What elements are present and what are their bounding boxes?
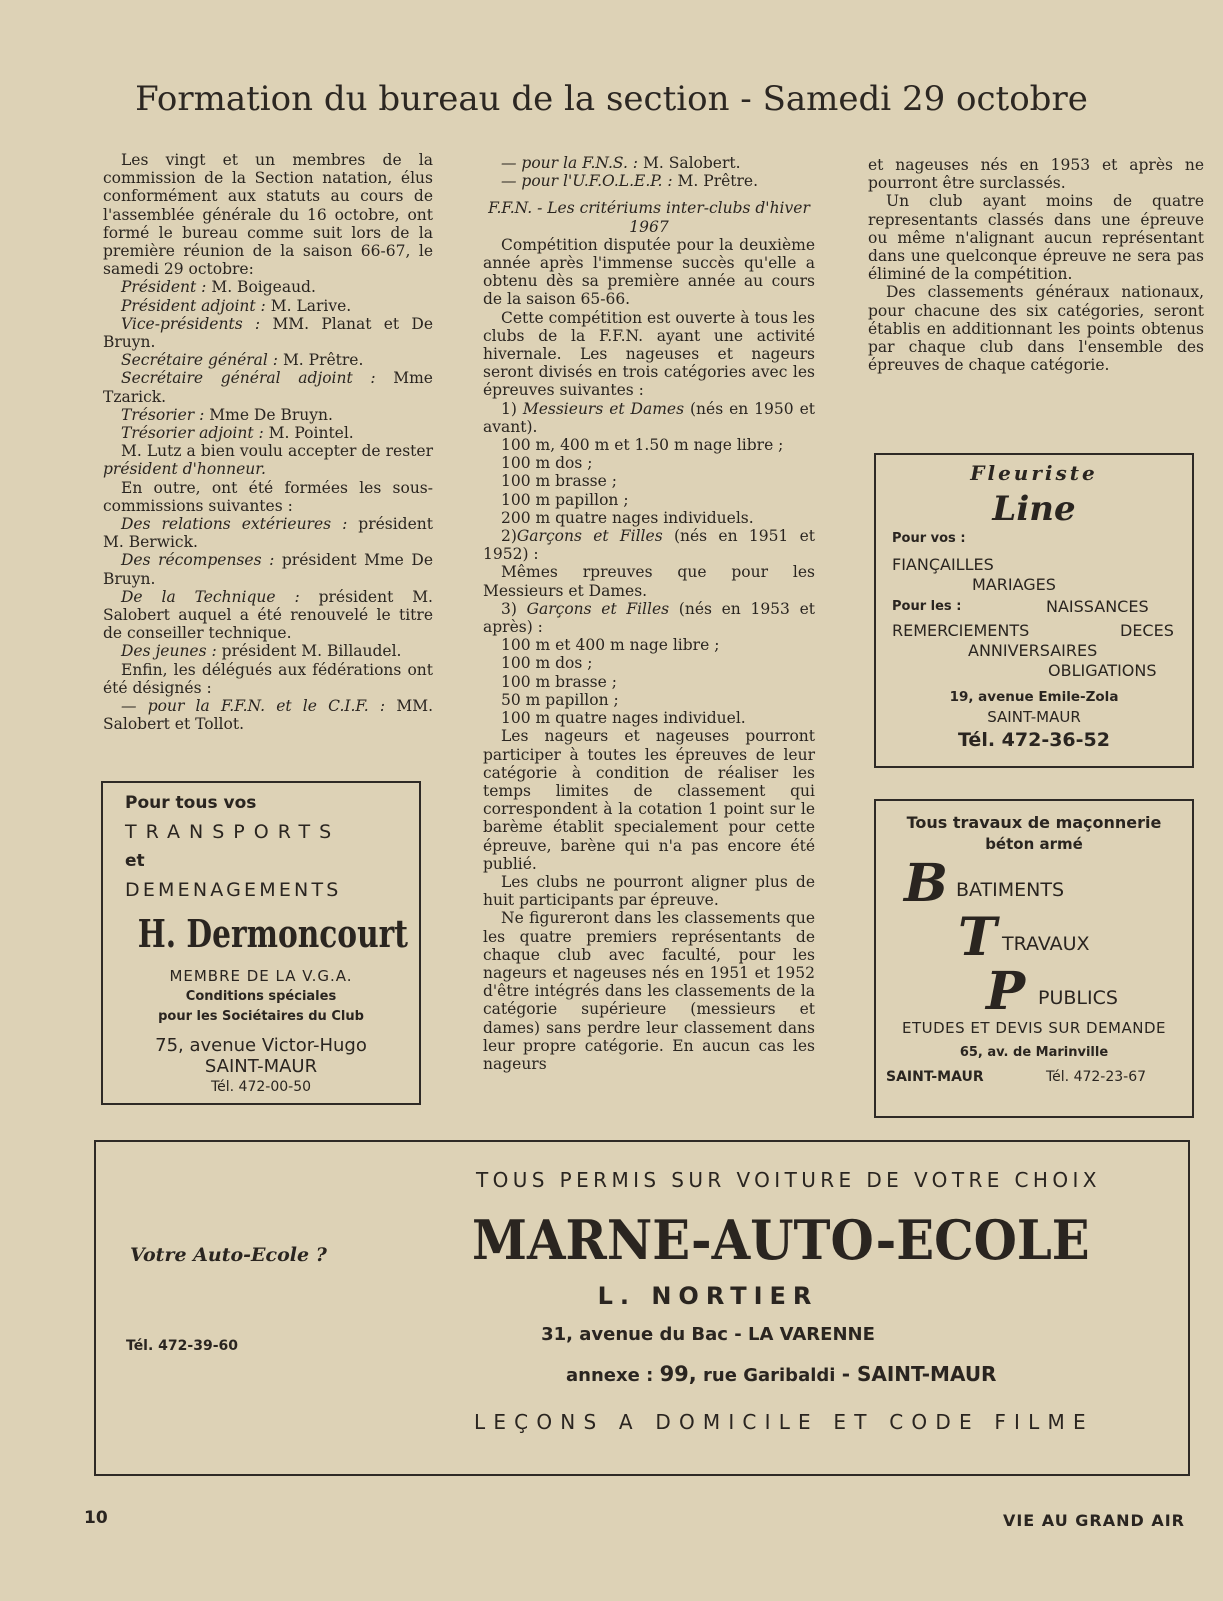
ad-phone: Tél. 472-00-50 [210,1079,312,1095]
article-column-3 [868,156,1204,374]
page-title: Formation du bureau de la section - Samedi 29 octobre [135,79,1088,119]
category-2-note: Mêmes rpreuves que pour les Messieurs et Dames. [483,563,815,600]
officer-tresorier: Trésorier : Mme De Bruyn. [121,405,333,424]
ad-line: DEMENAGEMENTS [125,879,342,901]
officer-secretaire-adjoint: Secrétaire général adjoint : Mme Tzarick. [103,369,433,406]
ad-line: TRANSPORTS [125,821,341,843]
officer-tresorier-adjoint: Trésorier adjoint : M. Pointel. [121,424,354,443]
paragraph-competition: Compétition disputée pour la deuxième année après l'immense succès qu'elle a obtenu dès sa première année au cours de la saison 65-66. [483,235,815,309]
subcommission-technique: De la Technique : président M. Salobert auquel a été renouvelé le titre de conseiller technique. [103,587,433,643]
paragraph-participer: Les nageurs et nageuses pourront participer à toutes les épreuves de leur catégorie à condition de réaliser les temps limites de classement qui correspondent à la cotation 1 point sur le barème établit specialement pour cette épreuve, barène qui n'a pas encore été publié. [483,727,815,873]
ad-line: béton armé [985,835,1083,853]
ad-line: Pour tous vos [125,793,257,813]
category-1: 1) Messieurs et Dames (nés en 1950 et avant). [483,399,815,436]
ad-line: MEMBRE DE LA V.G.A. [169,967,353,985]
event-item: 100 m papillon ; [501,490,629,509]
ad-line: Pour les : [892,599,962,614]
ad-address: 75, avenue Victor-Hugo [155,1035,367,1056]
ad-line: et [125,851,145,871]
paragraph-club-moins: Un club ayant moins de quatre representants classés dans une épreuve ou même n'alignant aucun représentant dans une quelconque épreuve ne sera pas éliminé de la compétition. [868,192,1204,284]
ad-line: Pour vos : [892,531,966,546]
ad-line: DECES [1120,621,1174,640]
ad-phone: Tél. 472-36-52 [958,729,1110,751]
paragraph-classements: Ne figureront dans les classements que les quatre premiers représentants de chaque club avec faculté, pour les nageurs et nageuses nés en 1951 et 1952 d'être intégrés dans les classements de la catégorie supérieure (messieurs et dames) sans perdre leur classement dans leur propre catégorie. En aucun cas les nageurs [483,909,815,1073]
ad-initial-t: T [958,907,997,968]
ad-phone: Tél. 472-39-60 [126,1338,238,1354]
event-item: 100 m brasse ; [501,472,617,491]
article-column-2 [483,154,815,1073]
subcommission-jeunes: Des jeunes : président M. Billaudel. [121,642,402,661]
ad-line: pour les Sociétaires du Club [158,1009,364,1024]
section-heading: F.F.N. - Les critériums inter-clubs d'hiver 1967 [488,199,810,236]
paragraph-lutz: M. Lutz a bien voulu accepter de rester président d'honneur. [103,442,433,479]
ad-line: TOUS PERMIS SUR VOITURE DE VOTRE CHOIX [476,1168,1101,1192]
officer-secretaire: Secrétaire général : M. Prêtre. [121,351,364,370]
event-item: 200 m quatre nages individuels. [501,508,754,527]
ad-owner: L. NORTIER [597,1282,819,1310]
ad-initial-p: P [986,961,1026,1022]
subcommission-recompenses: Des récompenses : président Mme De Bruyn. [103,551,433,588]
ad-maconnerie [874,799,1194,1118]
ad-line: REMERCIEMENTS [892,621,1030,640]
magazine-name: VIE AU GRAND AIR [1002,1511,1185,1530]
category-3: 3) Garçons et Filles (nés en 1953 et après) : [483,599,815,637]
paragraph-intro: Les vingt et un membres de la commission de la Section natation, élus conformément aux statuts au cours de l'assemblée générale du 16 octobre, ont formé le bureau comme suit lors de la première réunion de la saison 66-67, le samedi 29 octobre: [103,151,433,279]
paragraph-classements-generaux: Des classements généraux nationaux, pour chacune des six catégories, seront établis en additionnant les points obtenus par chaque club dans l'ensemble des épreuves de chaque catégorie. [868,283,1204,375]
ad-line: BATIMENTS [956,879,1065,901]
event-item: 100 m, 400 m et 1.50 m nage libre ; [501,436,784,455]
paragraph-clubs: Les clubs ne pourront aligner plus de huit participants par épreuve. [483,872,815,910]
ad-line: FIANÇAILLES [892,555,994,574]
ad-line: TRAVAUX [1002,933,1090,955]
officer-president: Président : M. Boigeaud. [121,278,316,297]
paragraph-outre: En outre, ont été formées les sous-commissions suivantes : [103,478,433,515]
ad-line: NAISSANCES [1046,597,1149,616]
event-item: 50 m papillon ; [501,690,619,709]
page-number: 10 [84,1508,108,1528]
ad-city: SAINT-MAUR [204,1056,318,1077]
ad-school-name: MARNE-AUTO-ECOLE [472,1208,1090,1272]
officer-vice-presidents: Vice-présidents : MM. Planat et De Bruyn. [103,314,434,352]
ad-city: SAINT-MAUR [886,1069,984,1085]
ad-city: SAINT-MAUR [987,708,1081,726]
ad-line: PUBLICS [1038,987,1118,1009]
paragraph-ouverte: Cette compétition est ouverte à tous les clubs de la F.F.N. ayant une activité hivernale. Les nageuses et nageurs seront divisés en trois catégories avec les épreuves suivantes : [483,308,815,400]
ad-auto-ecole [94,1140,1190,1476]
ad-address: 19, avenue Emile-Zola [949,689,1119,705]
delegate-ufolep: — pour l'U.F.O.L.E.P. : M. Prêtre. [501,172,759,191]
ad-address: 31, avenue du Bac - LA VARENNE [541,1324,875,1345]
ad-phone: Tél. 472-23-67 [1046,1069,1147,1085]
event-item: 100 m dos ; [501,454,593,473]
delegate-ffn: — pour la F.F.N. et le C.I.F. : MM. Salobert et Tollot. [103,697,434,734]
ad-company-name: H. Dermoncourt [137,911,408,956]
officer-president-adjoint: Président adjoint : M. Larive. [121,296,352,315]
ad-transports [101,781,421,1105]
ad-line: OBLIGATIONS [1048,661,1157,680]
ad-line: LEÇONS A DOMICILE ET CODE FILME [474,1410,1094,1434]
event-item: 100 m quatre nages individuel. [501,709,746,728]
event-item: 100 m dos ; [501,654,593,673]
ad-line: Tous travaux de maçonnerie [906,813,1162,832]
subcommission-relations: Des relations extérieures : président M. Berwick. [103,515,433,552]
ad-shop-name: Line [992,489,1076,529]
paragraph-enfin: Enfin, les délégués aux fédérations ont été désignés : [103,660,433,697]
ad-line: ETUDES ET DEVIS SUR DEMANDE [901,1019,1167,1037]
article-column-1 [103,151,433,734]
paragraph-surclasses: et nageuses nés en 1953 et après ne pourront être surclassés. [868,156,1204,193]
ad-annexe: annexe : 99, rue Garibaldi - SAINT-MAUR [566,1362,997,1386]
ad-initial-b: B [904,853,948,914]
ad-address: 65, av. de Marinville [959,1045,1109,1060]
delegate-fns: — pour la F.N.S. : M. Salobert. [501,154,741,172]
ad-line: ANNIVERSAIRES [968,641,1098,660]
ad-line: MARIAGES [972,575,1056,594]
ad-question: Votre Auto-Ecole ? [130,1244,327,1266]
ad-fleuriste [874,453,1194,768]
event-item: 100 m brasse ; [501,672,617,691]
ad-line: Conditions spéciales [185,989,337,1004]
category-2: 2)Garçons et Filles (nés en 1951 et 1952) : [483,527,815,564]
event-item: 100 m et 400 m nage libre ; [501,636,720,655]
ad-title: Fleuriste [970,461,1098,485]
